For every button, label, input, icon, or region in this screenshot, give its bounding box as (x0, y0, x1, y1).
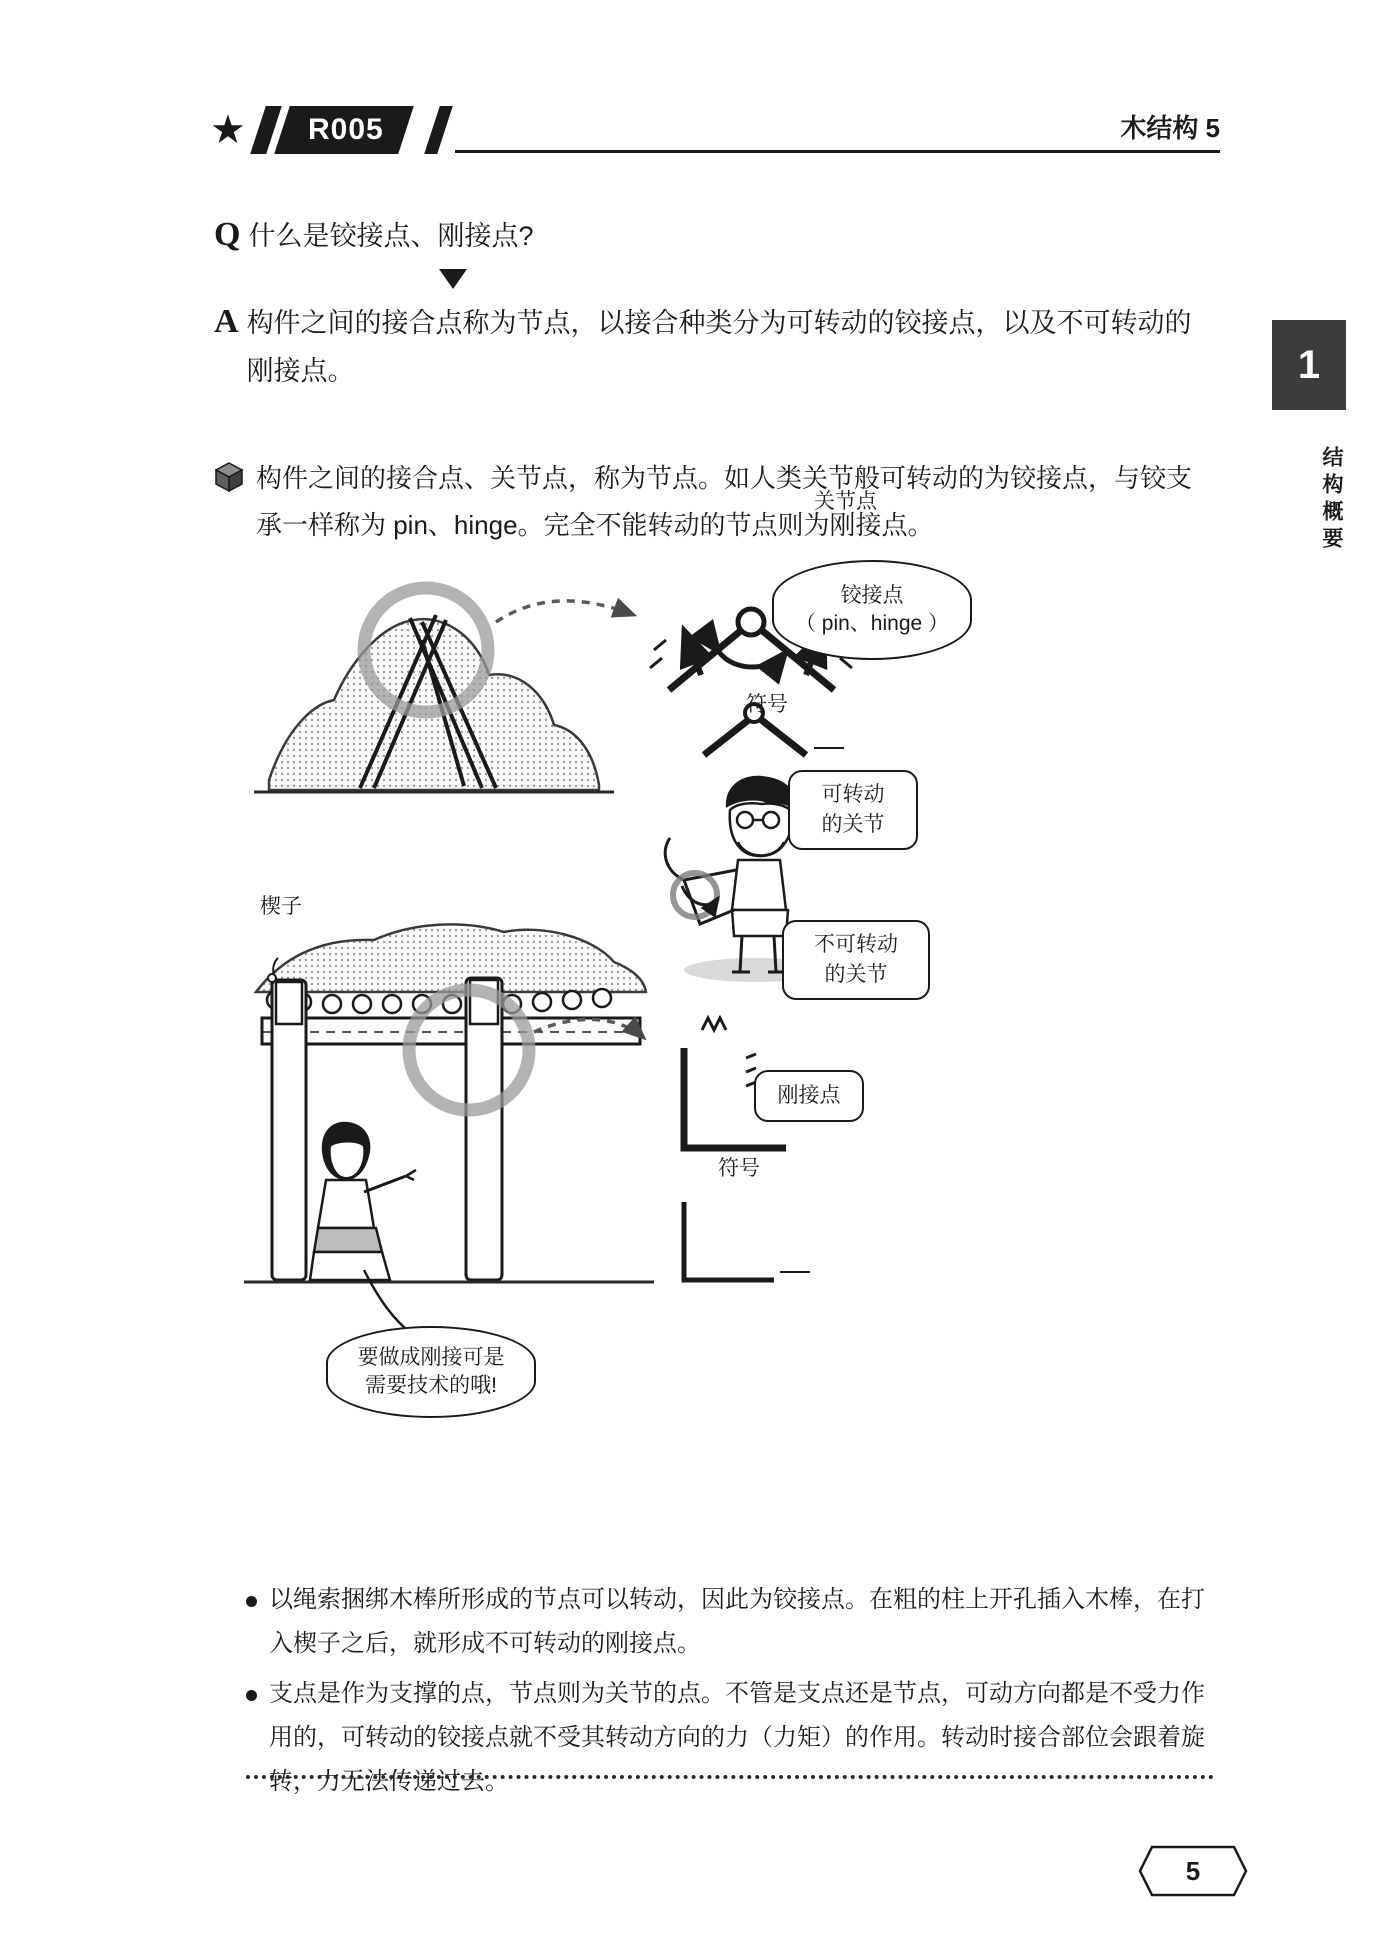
list-item (246, 1578, 1226, 1666)
bullet-dot-icon (246, 1596, 257, 1607)
bubble-rotatable-joint (788, 770, 918, 850)
header-slash-right (424, 106, 453, 154)
answer-row (214, 299, 1224, 395)
gate-scene (244, 924, 654, 1282)
label-joint-point: 关节点 (814, 490, 877, 513)
chapter-tab-number: 1 (1272, 320, 1346, 410)
question-marker: Q (214, 216, 241, 253)
bullet-text: 支点是作为支撑的点，节点则为关节的点。不管是支点还是节点，可动方向都是不受力作用的，可转动的铰接点就不受其转动方向的力（力矩）的作用。转动时接合部位会跟着旋转，力无法传递过去。 (269, 1680, 1205, 1795)
answer-marker: A (214, 303, 239, 340)
bubble-fixed-line2: 的关节 (824, 963, 888, 986)
tripod-scene (254, 588, 634, 792)
bubble-rotatable-line1: 可转动 (821, 783, 885, 806)
bubble-rotatable-line2: 的关节 (821, 813, 885, 836)
question-row (214, 215, 1224, 257)
bubble-rigid-text: 刚接点 (777, 1084, 841, 1107)
section-code-tag (274, 106, 413, 154)
bubble-girl-line1: 要做成刚接可是 (357, 1346, 505, 1369)
page-header (210, 100, 1220, 160)
bubble-pin-line2: （ pin、hinge ） (794, 612, 950, 635)
rigid-symbol (684, 1202, 810, 1280)
illustration-svg (214, 580, 1224, 1570)
bubble-fixed-line1: 不可转动 (814, 933, 898, 956)
header-title: 木结构 5 (1120, 113, 1220, 143)
list-item (246, 1672, 1226, 1804)
label-symbol-top: 符号 (746, 693, 788, 716)
bubble-rigid-joint (754, 1070, 864, 1122)
section-code-label: R005 (308, 113, 384, 146)
page-number-text: 5 (1185, 1855, 1201, 1886)
footer-divider (246, 1775, 1214, 1779)
bullet-text: 以绳索捆绑木棒所形成的节点可以转动，因此为铰接点。在粗的柱上开孔插入木棒，在打入楔子之后，就形成不可转动的刚接点。 (269, 1586, 1205, 1657)
bubble-girl-line2: 需要技术的哦! (365, 1374, 497, 1397)
bullet-dot-icon (246, 1690, 257, 1701)
label-symbol-bottom: 符号 (718, 1157, 760, 1180)
note-block (214, 455, 1224, 549)
star-icon: ★ (210, 108, 246, 152)
header-rule (455, 150, 1220, 153)
note-text: 构件之间的接合点、关节点，称为节点。如人类关节般可转动的为铰接点，与铰支承一样称为 pin、hinge。完全不能转动的节点则为刚接点。 (256, 463, 1193, 540)
question-text: 什么是铰接点、刚接点? (248, 221, 534, 251)
page-number-badge (1138, 1845, 1248, 1897)
answer-text: 构件之间的接合点称为节点，以接合种类分为可转动的铰接点，以及不可转动的刚接点。 (246, 308, 1192, 386)
qa-block (214, 215, 1224, 395)
cube-icon (214, 461, 244, 493)
bubble-fixed-joint (782, 920, 930, 1000)
chapter-tab-label: 结构概要 (1320, 446, 1343, 554)
bubble-girl-comment (326, 1326, 536, 1418)
bubble-pin-line1: 铰接点 (840, 584, 904, 607)
bubble-pin-joint (772, 560, 972, 660)
label-wedge: 楔子 (260, 895, 302, 918)
down-triangle-icon (439, 269, 467, 289)
